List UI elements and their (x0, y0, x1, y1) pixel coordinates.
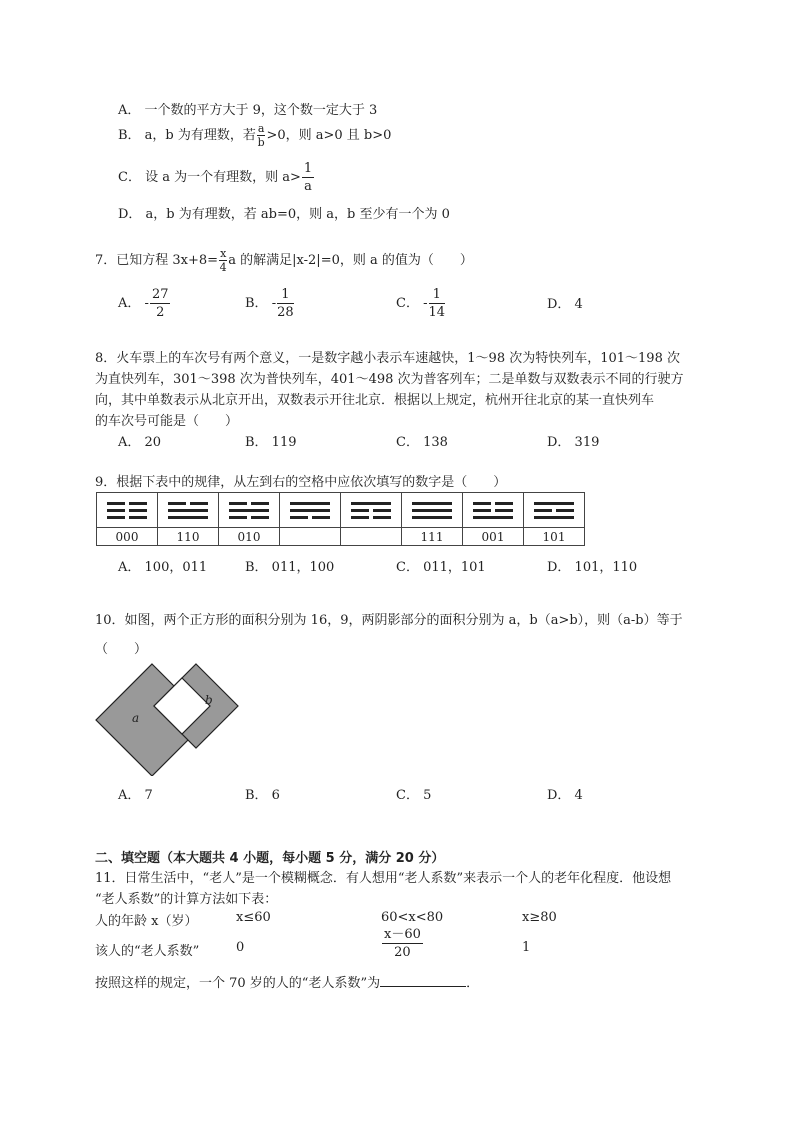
option-label: A． (118, 296, 141, 311)
fraction-numerator: 1 (429, 288, 446, 304)
row2-cell-3: 1 (522, 940, 531, 955)
fraction-numerator: x (220, 247, 227, 260)
q6-option-b-text: B． a，b 为有理数，若 (118, 128, 256, 143)
code-cell: 010 (219, 528, 280, 546)
q6-option-a: A． 一个数的平方大于 9，这个数一定大于 3 (118, 103, 378, 118)
q7-stem (95, 248, 473, 273)
fraction-a-over-b (257, 123, 266, 148)
trigram-cell (402, 493, 463, 528)
q7-option-d: D． 4 (547, 297, 583, 312)
q8-option-b: B． 119 (245, 435, 297, 450)
fraction-x-over-4 (219, 248, 227, 273)
trigram-dui-icon (168, 498, 208, 523)
fraction-denominator: 28 (277, 305, 294, 320)
fraction-x-minus-60-over-20 (382, 928, 423, 959)
fraction-numerator: 27 (151, 287, 169, 302)
code-cell-blank (341, 528, 402, 546)
trigram-cell (463, 493, 524, 528)
q9-option-b: B． 011，100 (245, 560, 335, 575)
q10-paren: （ ） (95, 642, 148, 657)
section-heading: 二、填空题（本大题共 4 小题，每小题 5 分，满分 20 分） (95, 851, 445, 866)
fraction-numerator: a (257, 122, 265, 135)
q7-option-a (118, 288, 171, 319)
q8-line-1: 8．火车票上的车次号有两个意义，一是数字越小表示车速越快，1～98 次为特快列车，101～198 次 (95, 351, 680, 366)
trigram-qian-icon (412, 498, 452, 523)
fraction-numerator: x－60 (384, 927, 421, 942)
trigram-cell (280, 493, 341, 528)
row1-cell-2: 60<x<80 (381, 910, 444, 925)
code-cell: 111 (402, 528, 463, 546)
fraction-denominator: 2 (156, 305, 165, 320)
trigram-table (96, 492, 585, 546)
trigram-zhen-icon (473, 498, 513, 523)
label-a: a (132, 711, 140, 725)
row1-cell-1: x≤60 (236, 910, 271, 925)
trigram-cell (524, 493, 585, 528)
trigram-cell (97, 493, 158, 528)
trigram-gen-icon (351, 498, 391, 523)
trigram-cell (158, 493, 219, 528)
row1-cell-3: x≥80 (522, 910, 557, 925)
fraction-denominator: b (257, 136, 265, 149)
option-label: B． (245, 296, 268, 311)
q11-end: ． (466, 976, 480, 991)
q7-stem-text: 7．已知方程 3x+8= (95, 253, 219, 268)
answer-blank[interactable] (380, 974, 466, 987)
q11-last-line (95, 972, 479, 991)
q10-option-d: D． 4 (547, 788, 583, 803)
q10-option-a: A． 7 (118, 788, 153, 803)
q8-line-3: 向，其中单数表示从北京开出，双数表示开往北京．根据以上规定，杭州开往北京的某一直快列车 (95, 393, 655, 408)
trigram-li-icon (534, 498, 574, 523)
q6-option-b (118, 123, 391, 148)
q7-stem-tail: a 的解满足|x-2|=0，则 a 的值为（ ） (228, 253, 473, 268)
fraction-1-over-a (302, 162, 314, 193)
q6-option-c (118, 162, 315, 193)
row1-label: 人的年龄 x（岁） (95, 914, 198, 929)
q6-option-d: D． a，b 为有理数，若 ab=0，则 a，b 至少有一个为 0 (118, 207, 450, 222)
code-cell: 001 (463, 528, 524, 546)
fraction-denominator: 20 (394, 945, 411, 960)
q6-option-b-tail: >0，则 a>0 且 b>0 (266, 128, 392, 143)
fraction-denominator: 14 (428, 305, 446, 320)
minus-sign: - (144, 296, 149, 311)
q10-option-b: B． 6 (245, 788, 280, 803)
minus-sign: - (271, 296, 277, 311)
trigram-xun-icon (290, 498, 330, 523)
q11-last-text: 按照这样的规定，一个 70 岁的人的“老人系数”为 (95, 976, 381, 991)
label-b: b (205, 693, 213, 707)
q11-line-1: 11．日常生活中，“老人”是一个模糊概念．有人想用“老人系数”来表示一个人的老年化程度．他设想 (95, 871, 672, 886)
trigram-kun-icon (107, 498, 147, 523)
row2-label: 该人的“老人系数” (95, 944, 200, 959)
row2-cell-1: 0 (236, 940, 245, 955)
fraction-numerator: 1 (277, 288, 294, 304)
overlapping-squares-figure (92, 660, 242, 776)
q11-line-2: “老人系数”的计算方法如下表： (95, 892, 278, 907)
q10-stem: 10．如图，两个正方形的面积分别为 16，9，两阴影部分的面积分别为 a，b（a>b），则（a-b）等于 (95, 613, 683, 628)
row2-cell-2 (381, 928, 424, 959)
q7-option-b (245, 288, 295, 319)
q9-stem: 9．根据下表中的规律，从左到右的空格中应依次填写的数字是（ ） (95, 475, 507, 490)
q8-option-d: D． 319 (547, 435, 600, 450)
code-cell-blank (280, 528, 341, 546)
fraction-denominator: 4 (219, 261, 227, 274)
code-row (97, 528, 585, 546)
fraction-denominator: a (304, 179, 312, 194)
q8-line-4: 的车次号可能是（ ） (95, 414, 239, 429)
trigram-cell (219, 493, 280, 528)
trigram-kan-icon (229, 498, 269, 523)
q8-option-c: C． 138 (396, 435, 448, 450)
q8-line-2: 为直快列车，301～398 次为普快列车，401～498 次为普客列车；二是单数与双数表示不同的行驶方 (95, 372, 684, 387)
trigram-row (97, 493, 585, 528)
code-cell: 110 (158, 528, 219, 546)
fraction-numerator: 1 (303, 161, 313, 176)
code-cell: 101 (524, 528, 585, 546)
q10-option-c: C． 5 (396, 788, 432, 803)
q9-option-c: C． 011，101 (396, 560, 486, 575)
q6-option-c-text: C． 设 a 为一个有理数，则 a> (118, 170, 301, 185)
q9-option-d: D． 101，110 (547, 560, 638, 575)
q9-option-a: A． 100，011 (118, 560, 208, 575)
option-label: C． (396, 296, 419, 311)
code-cell: 000 (97, 528, 158, 546)
q8-option-a: A． 20 (118, 435, 162, 450)
q7-option-c (396, 288, 446, 319)
fraction-1-over-28 (277, 288, 294, 319)
fraction-1-over-14 (429, 288, 446, 319)
fraction-27-over-2 (150, 288, 171, 319)
trigram-cell (341, 493, 402, 528)
minus-sign: - (423, 296, 428, 311)
